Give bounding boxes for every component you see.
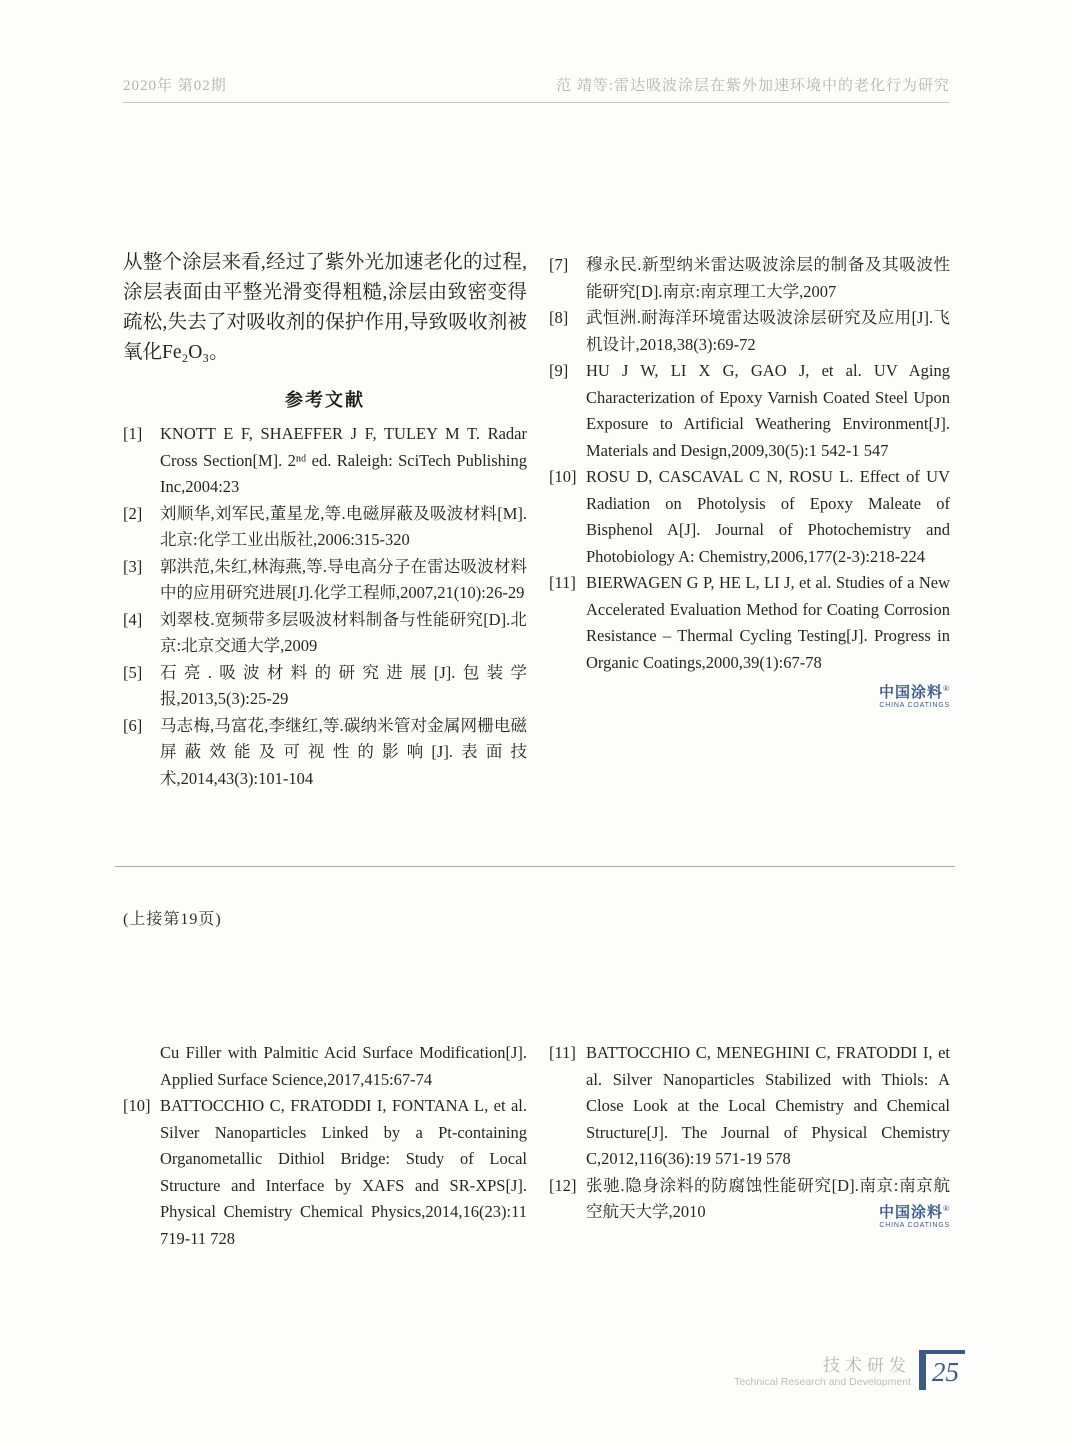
reference-text: 刘翠枝.宽频带多层吸波材料制备与性能研究[D].北京:北京交通大学,2009 [160,609,527,655]
reference-item [123,1093,527,1252]
references-list-bottom-left [123,1040,527,1252]
footer-section-name [734,1356,911,1389]
reference-text: HU J W, LI X G, GAO J, et al. UV Aging Characterization of Epoxy Varnish Coated Steel Upon Exposure to Artificial Weathering Environment[J]. Materials and Design,2009,30(5):1 542-1 547 [586,361,950,460]
reference-item [549,570,950,676]
reference-number: [4] [123,609,143,629]
china-coatings-logo-en: CHINA COATINGS [879,702,950,709]
references-list-bottom-right [549,1040,950,1226]
intro-paragraph: 从整个涂层来看,经过了紫外光加速老化的过程,涂层表面由平整光滑变得粗糙,涂层由致密变得疏松,失去了对吸收剂的保护作用,导致吸收剂被氧化Fe₂O₃。 [123,252,527,363]
china-coatings-logo-zh: 中国涂料® [879,1204,950,1221]
top-right-column [549,252,950,710]
reference-number: [8] [549,308,569,327]
registered-mark: ® [943,1204,950,1213]
reference-item [123,607,527,660]
reference-item [123,660,527,713]
reference-text: 穆永民.新型纳米雷达吸波涂层的制备及其吸波性能研究[D].南京:南京理工大学,2007 [586,255,950,301]
reference-text: 张驰.隐身涂料的防腐蚀性能研究[D].南京:南京航空航天大学,2010 [586,1175,950,1221]
footer-section-zh: 技术研发 [823,1356,911,1375]
reference-item [123,1040,527,1093]
footer-section-en: Technical Research and Development [734,1376,911,1388]
reference-text: 刘顺华,刘军民,董星龙,等.电磁屏蔽及吸波材料[M].北京:化学工业出版社,2006:315-320 [160,503,527,549]
reference-number [123,1040,160,1093]
reference-number: [6] [123,715,143,735]
reference-number: [12] [549,1175,577,1195]
reference-item [549,358,950,464]
reference-item [549,252,950,305]
bottom-right-column [549,1040,950,1229]
reference-item [549,464,950,570]
reference-text: KNOTT E F, SHAEFFER J F, TULEY M T. Radar Cross Section[M]. 2ⁿᵈ ed. Raleigh: SciTech Publishing Inc,2004:23 [160,424,527,496]
reference-text: 武恒洲.耐海洋环境雷达吸波涂层研究及应用[J].飞机设计,2018,38(3):69-72 [586,308,950,354]
china-coatings-logo [879,1201,950,1230]
page-number: 25 [932,1357,959,1387]
running-title: 范 靖等:雷达吸波涂层在紫外加速环境中的老化行为研究 [556,78,950,94]
reference-item [123,554,527,607]
reference-number: [10] [123,1096,151,1115]
reference-item [123,713,527,793]
references-list-top-right [549,252,950,676]
reference-text: BATTOCCHIO C, MENEGHINI C, FRATODDI I, et al. Silver Nanoparticles Stabilized with Thiols: A Close Look at the Local Chemistry and Chemical Structure[J]. The Journal of Physical Chemistry C,2012,116(36):19 571-19 578 [586,1043,950,1168]
reference-text: BATTOCCHIO C, FRATODDI I, FONTANA L, et al. Silver Nanoparticles Linked by a Pt-containing Organometallic Dithiol Bridge: Study of Local Structure and Interface by XAFS and SR-XPS[J]. Physical Chemistry Chemical Physics,2014,16(23):11 719-11 728 [160,1096,527,1248]
references-list-top-left [123,421,527,792]
reference-number: [11] [549,1043,576,1062]
reference-number: [1] [123,424,143,443]
reference-number: [2] [123,503,143,523]
reference-number: [3] [123,556,143,576]
reference-number: [10] [549,467,577,486]
reference-text: 郭洪范,朱红,林海燕,等.导电高分子在雷达吸波材料中的应用研究进展[J].化学工程师,2007,21(10):26-29 [160,556,527,602]
reference-text: ROSU D, CASCAVAL C N, ROSU L. Effect of UV Radiation on Photolysis of Epoxy Maleate of Bisphenol A[J]. Journal of Photochemistry and Photobiology A: Chemistry,2006,177(2-3):218-224 [586,467,950,566]
bottom-left-column [123,1040,527,1252]
reference-item [123,501,527,554]
reference-text: BIERWAGEN G P, HE L, LI J, et al. Studies of a New Accelerated Evaluation Method for Coating Corrosion Resistance – Thermal Cycling Testing[J]. Progress in Organic Coatings,2000,39(1):67-78 [586,573,950,672]
page-footer [734,1350,965,1390]
reference-item [549,1040,950,1173]
journal-issue: 2020年 第02期 [123,78,227,94]
page-number-block [919,1350,965,1390]
china-coatings-logo-en: CHINA COATINGS [879,1222,950,1229]
page-header [123,74,950,103]
reference-text: Cu Filler with Palmitic Acid Surface Modification[J]. Applied Surface Science,2017,415:67-74 [160,1043,527,1089]
china-coatings-logo [549,681,950,710]
reference-number: [9] [549,361,569,380]
china-coatings-logo-zh: 中国涂料® [879,684,950,701]
registered-mark: ® [943,684,950,693]
page-number-side-bar [919,1354,926,1390]
reference-item [123,421,527,501]
reference-item [549,305,950,358]
top-left-column [123,248,527,792]
reference-text: 马志梅,马富花,李继红,等.碳纳米管对金属网栅电磁屏蔽效能及可视性的影响[J].表面技术,2014,43(3):101-104 [160,715,527,788]
reference-number: [11] [549,573,576,592]
reference-number: [5] [123,662,143,682]
references-heading: 参考文献 [285,390,365,410]
section-divider [115,866,955,867]
reference-text: 石亮.吸波材料的研究进展[J].包装学报,2013,5(3):25-29 [160,662,527,708]
continuation-note: (上接第19页) [123,911,222,928]
reference-number: [7] [549,255,569,274]
